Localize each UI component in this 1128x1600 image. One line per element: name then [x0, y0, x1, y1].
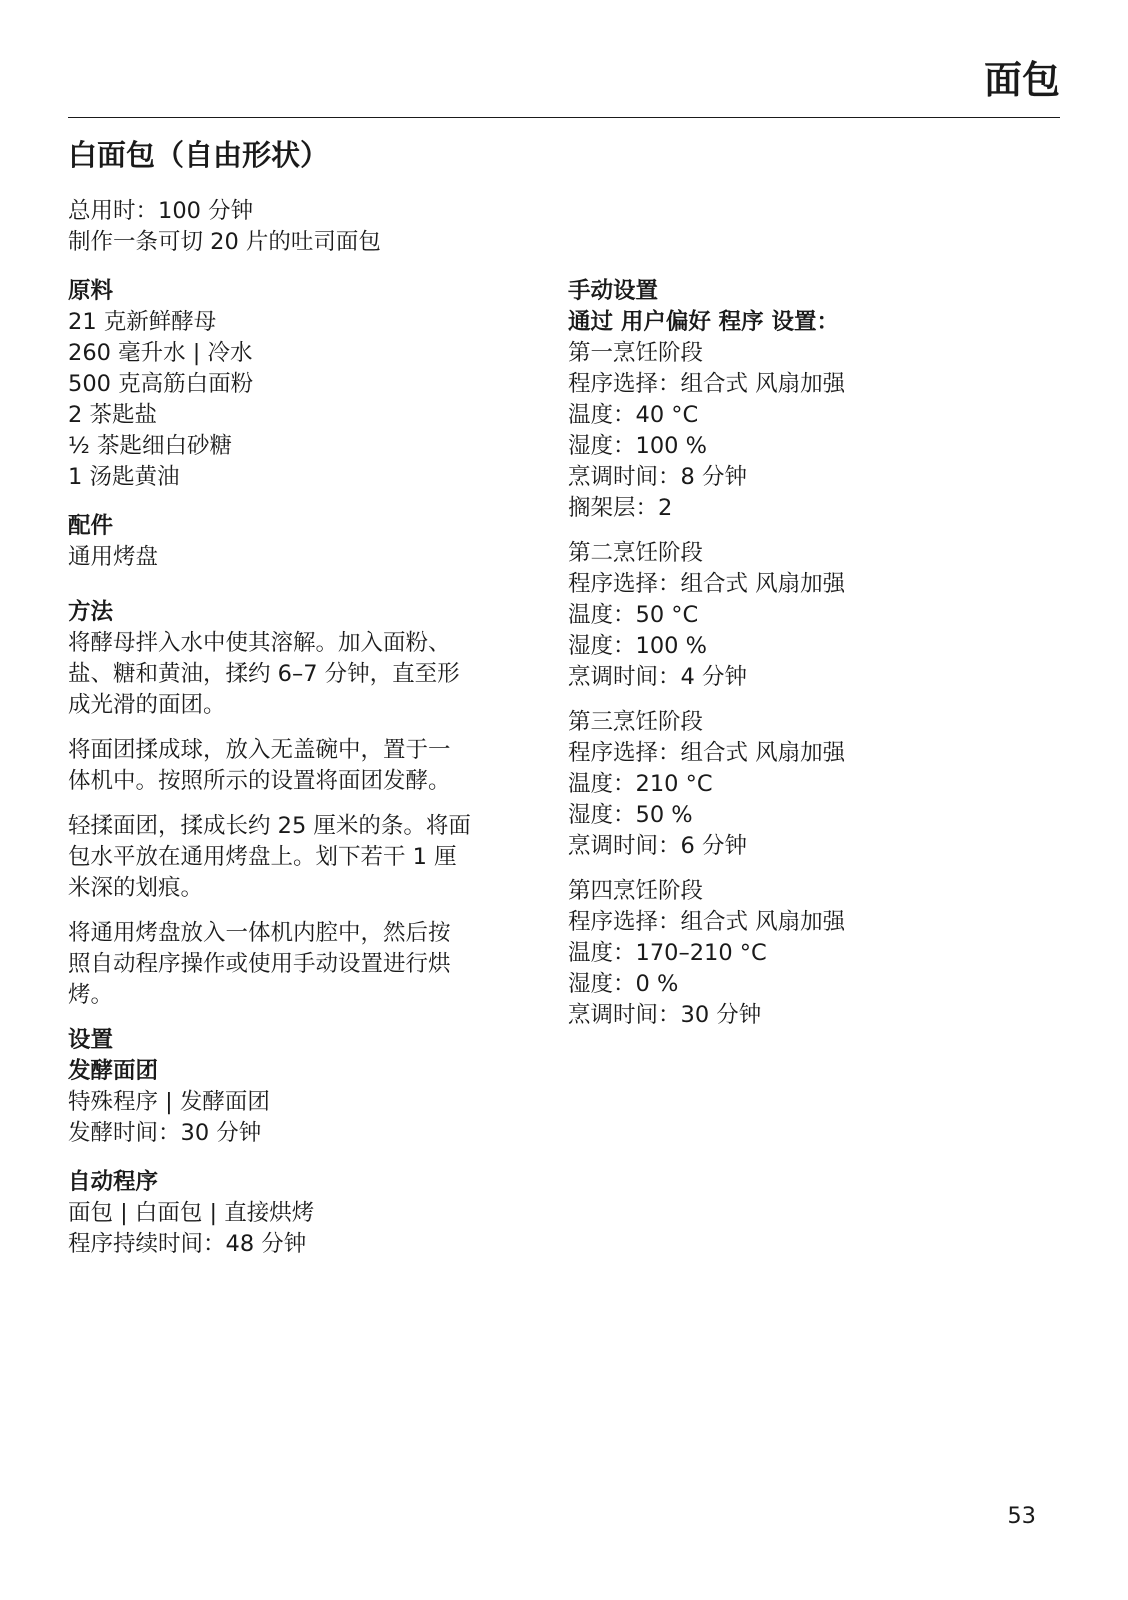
stage-title: 第四烹饪阶段 [568, 878, 704, 904]
total-time: 总用时：100 分钟 [68, 198, 254, 224]
accessory-item: 通用烤盘 [68, 544, 159, 570]
method-line: 将面团揉成球，放入无盖碗中，置于一 [68, 737, 451, 763]
auto-program-path: 面包 | 白面包 | 直接烘烤 [68, 1200, 315, 1226]
stage-line: 程序选择：组合式 风扇加强 [568, 909, 846, 935]
stage-line: 程序选择：组合式 风扇加强 [568, 371, 846, 397]
proofing-heading: 发酵面团 [68, 1058, 159, 1084]
stage-line: 温度：210 °C [568, 771, 713, 797]
recipe-yield: 制作一条可切 20 片的吐司面包 [68, 229, 381, 255]
ingredients-heading: 原料 [68, 278, 114, 304]
method-line: 轻揉面团，揉成长约 25 厘米的条。将面 [68, 813, 471, 839]
method-paragraph [68, 735, 538, 797]
method-line: 照自动程序操作或使用手动设置进行烘 [68, 951, 451, 977]
manual-subheading: 通过 用户偏好 程序 设置： [568, 309, 840, 335]
manual-heading: 手动设置 [568, 278, 659, 304]
settings-heading: 设置 [68, 1027, 114, 1053]
stage-line: 烹调时间：4 分钟 [568, 664, 747, 690]
method-line: 包水平放在通用烤盘上。划下若干 1 厘 [68, 844, 457, 870]
method-line: 盐、糖和黄油，揉约 6–7 分钟，直至形 [68, 661, 460, 687]
stage-line: 搁架层：2 [568, 495, 673, 521]
chapter-title: 面包 [983, 58, 1060, 102]
stage-line: 温度：170–210 °C [568, 940, 767, 966]
stage-line: 湿度：50 % [568, 802, 693, 828]
stage-line: 湿度：100 % [568, 633, 707, 659]
stage-line: 湿度：100 % [568, 433, 707, 459]
stage-line: 程序选择：组合式 风扇加强 [568, 571, 846, 597]
ingredient-item: 260 毫升水 | 冷水 [68, 340, 253, 366]
page-number: 53 [1007, 1503, 1036, 1529]
auto-program-duration: 程序持续时间：48 分钟 [68, 1231, 307, 1257]
method-heading: 方法 [68, 599, 114, 625]
header-rule [68, 117, 1060, 118]
stage-title: 第一烹饪阶段 [568, 340, 704, 366]
stage-line: 湿度：0 % [568, 971, 679, 997]
stage-line: 温度：40 °C [568, 402, 699, 428]
stage-line: 烹调时间：6 分钟 [568, 833, 747, 859]
ingredient-item: ½ 茶匙细白砂糖 [68, 433, 232, 459]
recipe-title: 白面包（自由形状） [68, 138, 330, 172]
method-line: 将酵母拌入水中使其溶解。加入面粉、 [68, 630, 451, 656]
cooking-stage [568, 876, 1068, 1031]
stage-line: 程序选择：组合式 风扇加强 [568, 740, 846, 766]
stage-title: 第三烹饪阶段 [568, 709, 704, 735]
left-column [68, 196, 538, 1260]
method-line: 米深的划痕。 [68, 875, 204, 901]
proofing-time: 发酵时间：30 分钟 [68, 1120, 262, 1146]
stage-line: 烹调时间：8 分钟 [568, 464, 747, 490]
proofing-program: 特殊程序 | 发酵面团 [68, 1089, 270, 1115]
method-paragraph [68, 811, 538, 904]
method-line: 烤。 [68, 982, 114, 1008]
method-line: 成光滑的面团。 [68, 692, 226, 718]
stage-title: 第二烹饪阶段 [568, 540, 704, 566]
ingredient-item: 1 汤匙黄油 [68, 464, 180, 490]
ingredient-item: 2 茶匙盐 [68, 402, 157, 428]
ingredient-item: 21 克新鲜酵母 [68, 309, 217, 335]
method-line: 将通用烤盘放入一体机内腔中，然后按 [68, 920, 451, 946]
stage-line: 温度：50 °C [568, 602, 699, 628]
right-column [568, 276, 1068, 1045]
cooking-stage [568, 707, 1068, 862]
method-paragraph [68, 628, 538, 721]
auto-program-heading: 自动程序 [68, 1169, 159, 1195]
method-paragraph [68, 918, 538, 1011]
ingredient-item: 500 克高筋白面粉 [68, 371, 254, 397]
stage-line: 烹调时间：30 分钟 [568, 1002, 762, 1028]
cooking-stage [568, 538, 1068, 693]
method-line: 体机中。按照所示的设置将面团发酵。 [68, 768, 451, 794]
accessories-heading: 配件 [68, 513, 114, 539]
cooking-stage [568, 338, 1068, 524]
